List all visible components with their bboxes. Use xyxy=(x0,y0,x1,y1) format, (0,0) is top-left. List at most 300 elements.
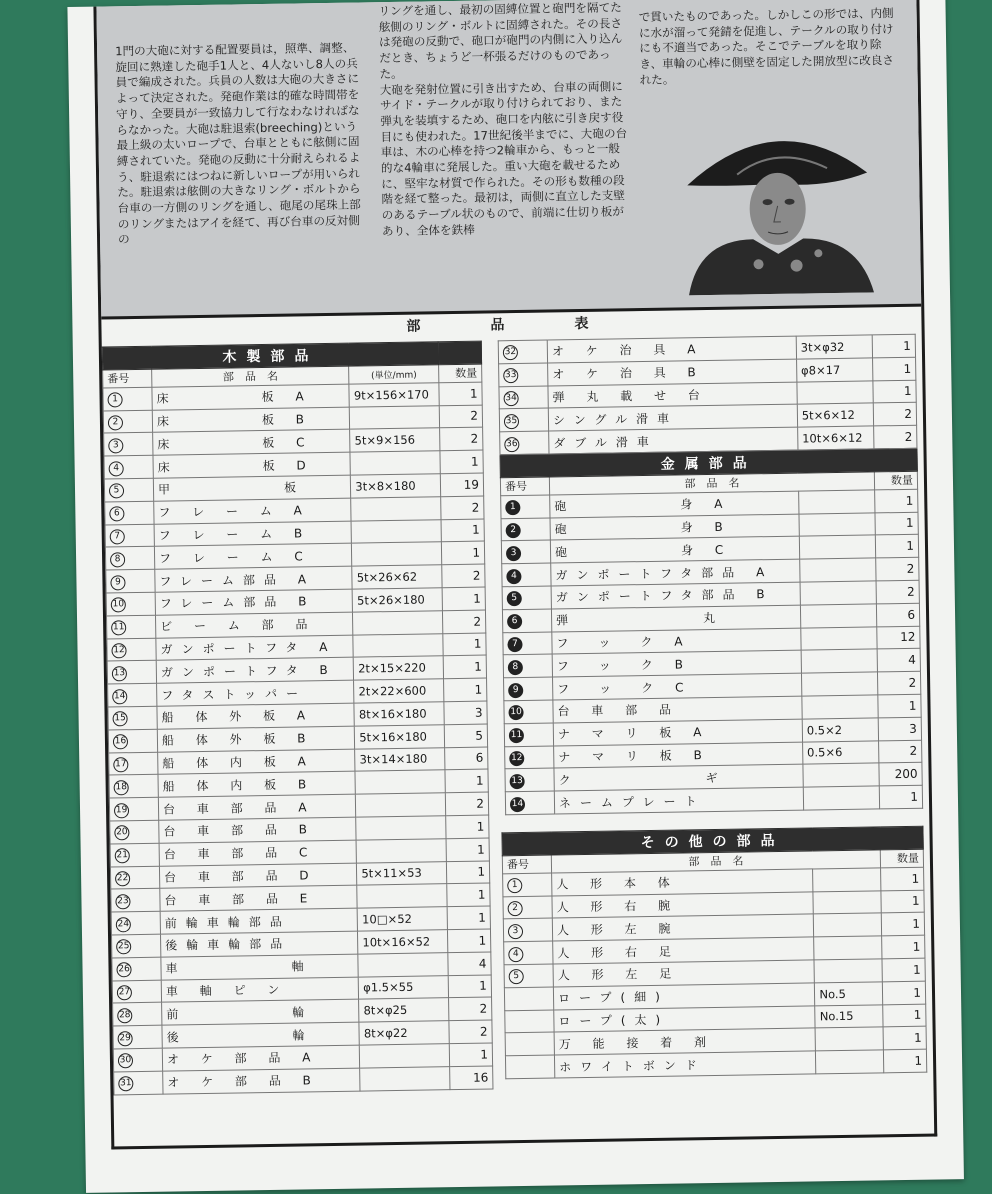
part-quantity: 1 xyxy=(881,867,924,890)
part-spec xyxy=(350,451,440,475)
part-quantity: 1 xyxy=(446,815,489,838)
part-number xyxy=(501,495,550,519)
part-spec xyxy=(353,633,443,657)
part-number-badge: 3 xyxy=(508,924,523,939)
part-number xyxy=(502,586,551,610)
part-number-badge: 6 xyxy=(507,614,522,629)
part-number xyxy=(103,410,152,434)
other-heading: その他の部品 xyxy=(502,826,923,855)
part-name: フ ッ ク A xyxy=(552,628,801,655)
part-number-badge: 10 xyxy=(111,598,126,613)
part-name: 人 形 左 腕 xyxy=(552,914,814,941)
part-spec: 8t×φ25 xyxy=(359,998,449,1022)
part-spec: 10t×16×52 xyxy=(358,930,448,954)
wood-heading-spacer xyxy=(438,341,481,364)
part-name: フ レ ー ム C xyxy=(154,544,352,570)
part-number xyxy=(504,723,553,747)
part-number xyxy=(501,540,550,564)
part-quantity: 1 xyxy=(443,633,486,656)
part-spec: 9t×156×170 xyxy=(349,383,439,407)
part-number-badge: 4 xyxy=(109,461,124,476)
part-number xyxy=(503,632,552,656)
part-name: 人 形 右 足 xyxy=(553,937,815,964)
part-number xyxy=(106,592,155,616)
wood-parts-table xyxy=(102,341,494,1095)
other-col-name-header: 部 品 名 xyxy=(551,850,880,873)
parts-list-title: 部 品 表 xyxy=(406,315,617,335)
part-name: フ ッ ク C xyxy=(553,673,802,700)
part-name: 砲 身 A xyxy=(550,491,799,518)
part-number xyxy=(504,987,553,1011)
part-number xyxy=(104,433,153,457)
part-number xyxy=(505,1055,554,1079)
part-quantity: 1 xyxy=(881,890,924,913)
part-name: ナ マ リ 板 B xyxy=(554,742,803,769)
part-quantity: 2 xyxy=(874,425,917,448)
part-number xyxy=(113,1002,162,1026)
part-number xyxy=(502,563,551,587)
part-number-badge: 11 xyxy=(509,728,524,743)
part-number xyxy=(503,873,552,897)
part-spec xyxy=(797,381,873,405)
part-quantity: 1 xyxy=(882,981,925,1004)
part-name: ガンポートフタ B xyxy=(156,657,354,683)
part-spec xyxy=(360,1066,450,1090)
instruction-sheet xyxy=(67,0,964,1193)
part-number xyxy=(106,615,155,639)
part-quantity: 4 xyxy=(448,952,491,975)
part-number-badge: 7 xyxy=(110,529,125,544)
part-name: フレーム部品 A xyxy=(155,566,353,592)
part-name: 弾 丸 載 せ 台 xyxy=(548,382,797,409)
part-number-badge: 10 xyxy=(508,705,523,720)
part-quantity: 1 xyxy=(882,958,925,981)
part-number xyxy=(111,889,160,913)
part-number-badge: 2 xyxy=(506,523,521,538)
part-spec xyxy=(352,542,442,566)
part-spec: 5t×9×156 xyxy=(350,428,440,452)
part-spec xyxy=(802,695,878,719)
part-quantity: 6 xyxy=(445,747,488,770)
part-quantity: 2 xyxy=(879,740,922,763)
part-spec xyxy=(355,770,445,794)
part-number-badge: 22 xyxy=(115,871,130,886)
part-name: オ ケ 部 品 A xyxy=(162,1045,360,1071)
part-quantity: 1 xyxy=(881,913,924,936)
intro-column-1 xyxy=(115,40,368,248)
part-spec: 10□×52 xyxy=(357,907,447,931)
part-quantity: 1 xyxy=(447,929,490,952)
part-number-badge: 14 xyxy=(510,796,525,811)
part-number-badge: 23 xyxy=(115,894,130,909)
col-unit-header: (単位/mm) xyxy=(349,365,439,384)
part-number xyxy=(504,964,553,988)
part-name: ク ギ xyxy=(554,764,803,791)
part-number-badge: 5 xyxy=(507,591,522,606)
part-quantity: 1 xyxy=(882,935,925,958)
part-spec xyxy=(356,816,446,840)
part-quantity: 1 xyxy=(442,587,485,610)
part-number-badge: 18 xyxy=(114,780,129,795)
part-number xyxy=(499,363,548,387)
part-spec xyxy=(801,672,877,696)
part-name: ナ マ リ 板 A xyxy=(553,719,802,746)
part-name: 甲 板 xyxy=(153,475,351,501)
part-spec: 0.5×2 xyxy=(802,718,878,742)
part-spec: 3t×8×180 xyxy=(351,474,441,498)
part-quantity: 1 xyxy=(875,489,918,512)
part-number-badge: 1 xyxy=(107,392,122,407)
part-name: 車 軸 ピ ン xyxy=(161,977,359,1003)
part-number-badge: 26 xyxy=(116,962,131,977)
part-quantity: 1 xyxy=(878,694,921,717)
part-number xyxy=(503,654,552,678)
part-quantity: 3 xyxy=(878,717,921,740)
part-name: フレーム部品 B xyxy=(155,589,353,615)
part-number xyxy=(108,706,157,730)
part-number-badge: 12 xyxy=(111,643,126,658)
part-number xyxy=(502,609,551,633)
part-spec: 3t×φ32 xyxy=(796,335,872,359)
part-spec xyxy=(801,626,877,650)
part-number xyxy=(112,957,161,981)
metal-rows xyxy=(501,489,923,815)
col-qty-header: 数量 xyxy=(439,364,482,383)
part-spec xyxy=(813,868,881,892)
part-number-badge: 1 xyxy=(507,878,522,893)
part-number xyxy=(103,387,152,411)
part-name: フ ッ ク B xyxy=(552,650,801,677)
part-quantity: 1 xyxy=(883,1027,926,1050)
part-name: ガンポートフタ部品 A xyxy=(551,559,800,586)
part-number xyxy=(499,408,548,432)
part-quantity: 1 xyxy=(446,838,489,861)
part-number-badge: 30 xyxy=(118,1053,133,1068)
part-quantity: 1 xyxy=(445,769,488,792)
part-name: 船 体 内 板 A xyxy=(158,749,356,775)
part-name: 後輪車輪部品 xyxy=(160,931,358,957)
part-number xyxy=(110,843,159,867)
part-number-badge: 13 xyxy=(510,774,525,789)
part-name: オ ケ 治 具 B xyxy=(548,359,797,386)
part-spec xyxy=(803,786,879,810)
part-number-badge: 3 xyxy=(108,438,123,453)
part-spec xyxy=(798,490,874,514)
part-number xyxy=(105,547,154,571)
part-spec xyxy=(814,936,882,960)
wood-cont-rows xyxy=(498,334,917,455)
part-number xyxy=(112,980,161,1004)
metal-heading: 金属部品 xyxy=(500,448,917,477)
part-number-badge: 32 xyxy=(503,345,518,360)
metal-col-name-header: 部 品 名 xyxy=(549,472,874,495)
part-quantity: 2 xyxy=(441,496,484,519)
part-number-badge: 31 xyxy=(118,1076,133,1091)
part-name: 船 体 外 板 A xyxy=(157,703,355,729)
part-quantity: 200 xyxy=(879,763,922,786)
intro-text-2: リングを通し、最初の固縛位置と砲門を隔てた舷側のリング・ボルトに固縛された。その長さは発砲の反動で、砲口が砲門の内側に入り込んだとき、ちょうど一杯張るだけのものであった。 大砲を発射位置に引き出すため、台車の両側にサイド・テークルが取り付けられており、また弾丸を装填するため、砲口を内舷に引き戻す役目にも使われた。17世紀後半までに、大砲の台車は、木の心棒を持つ2輪車から、もっと一般的な4輪車に発展した。重い大砲を載せるために、堅牢な材質で作られた。その形も数種の段階を経て整った。最初は，両側に直立した支壁のあるテーブル状のもので、前端に仕切り板があり、全体を鉄棒 xyxy=(378,0,628,238)
part-quantity: 1 xyxy=(873,357,916,380)
part-quantity: 2 xyxy=(442,610,485,633)
part-quantity: 1 xyxy=(441,541,484,564)
part-name: ロープ(細) xyxy=(553,983,815,1010)
part-number xyxy=(114,1071,163,1095)
part-spec xyxy=(800,558,876,582)
part-name: シングル滑車 xyxy=(548,405,797,432)
part-number-badge: 2 xyxy=(108,415,123,430)
part-number-badge: 1 xyxy=(505,500,520,515)
part-quantity: 19 xyxy=(440,473,483,496)
part-number xyxy=(504,677,553,701)
part-number xyxy=(505,1032,554,1056)
part-spec xyxy=(799,535,875,559)
part-number xyxy=(111,911,160,935)
part-name: ガンポートフタ A xyxy=(156,635,354,661)
part-quantity: 12 xyxy=(877,626,920,649)
part-quantity: 1 xyxy=(447,883,490,906)
part-spec: 5t×11×53 xyxy=(357,861,447,885)
part-quantity: 1 xyxy=(875,535,918,558)
part-number-badge: 16 xyxy=(113,734,128,749)
intro-text-1: 1門の大砲に対する配置要員は，照準、調整、旋回に熟達した砲手1人と、4人ないし8人の兵員で編成された。兵員の人数は大砲の大きさによって決定された。発砲作業は的確な時間帯を守り、全要員が一致協力して行なわなければならなかった。大砲は駐退索(breeching)という最上級の太いロープで、台車とともに舷側に固縛されていた。発砲の反動に十分耐えられるよう、駐退索にはつねに新しいロープが用いられた。駐退索は舷側の大きなリング・ボルトから台車の一方側のリングを通し、砲尾の尾珠上部のリングまたはアイを経て、再び台車の反対側の xyxy=(115,40,361,247)
part-quantity: 4 xyxy=(877,649,920,672)
part-quantity: 2 xyxy=(449,1020,492,1043)
part-number xyxy=(110,820,159,844)
part-quantity: 2 xyxy=(877,671,920,694)
part-name: 後 輪 xyxy=(162,1022,360,1048)
part-spec: φ1.5×55 xyxy=(359,975,449,999)
part-number-badge: 25 xyxy=(116,939,131,954)
intro-column-2 xyxy=(378,0,632,239)
part-number xyxy=(112,934,161,958)
part-name: 台 車 部 品 E xyxy=(160,885,358,911)
part-number-badge: 24 xyxy=(116,917,131,932)
part-number xyxy=(503,896,552,920)
part-spec xyxy=(357,884,447,908)
part-name: 台 車 部 品 A xyxy=(158,794,356,820)
part-number-badge: 8 xyxy=(110,552,125,567)
part-number xyxy=(504,700,553,724)
part-number xyxy=(505,746,554,770)
part-name: オ ケ 部 品 B xyxy=(163,1068,361,1094)
part-name: ダブル滑車 xyxy=(549,427,798,454)
part-number-badge: 15 xyxy=(113,712,128,727)
part-spec xyxy=(799,512,875,536)
part-number xyxy=(106,569,155,593)
wood-parts-table-continued xyxy=(498,334,923,815)
part-number-badge: 8 xyxy=(508,660,523,675)
part-name: 人 形 左 足 xyxy=(553,960,815,987)
part-name: 台 車 部 品 C xyxy=(159,840,357,866)
wood-heading: 木製部品 xyxy=(102,342,438,370)
part-name: オ ケ 治 具 A xyxy=(547,336,796,363)
part-number xyxy=(104,478,153,502)
part-spec: 5t×16×180 xyxy=(355,724,445,748)
part-number-badge: 19 xyxy=(114,803,129,818)
part-spec: 8t×16×180 xyxy=(354,702,444,726)
intro-text-3: で貫いたものであった。しかしこの形では、内側に水が溜って発錆を促進し、テークルの取り付けにも不適当であった。そこでテーブルを取り除き、車輪の心棒に側壁を固定した開放型に改良された。 xyxy=(638,6,895,87)
part-quantity: 1 xyxy=(879,785,922,808)
part-spec: 0.5×6 xyxy=(802,740,878,764)
part-spec: 2t×22×600 xyxy=(354,679,444,703)
part-number-badge: 12 xyxy=(509,751,524,766)
part-name: 砲 身 C xyxy=(550,536,799,563)
part-number-badge: 9 xyxy=(508,683,523,698)
part-spec xyxy=(353,610,443,634)
part-name: 前輪車輪部品 xyxy=(160,908,358,934)
part-quantity: 6 xyxy=(876,603,919,626)
part-row xyxy=(114,1066,493,1095)
part-number-badge: 17 xyxy=(113,757,128,772)
part-number xyxy=(113,1025,162,1049)
part-number xyxy=(105,501,154,525)
part-name: 台 車 部 品 B xyxy=(159,817,357,843)
part-spec xyxy=(813,890,881,914)
part-quantity: 3 xyxy=(444,701,487,724)
part-quantity: 1 xyxy=(440,450,483,473)
part-name: 車 軸 xyxy=(161,954,359,980)
part-name: ロープ(太) xyxy=(554,1005,816,1032)
part-spec xyxy=(356,793,446,817)
part-number-badge: 21 xyxy=(115,848,130,863)
part-quantity: 1 xyxy=(447,906,490,929)
part-name: 台 車 部 品 xyxy=(553,696,802,723)
part-name: ビ ー ム 部 品 xyxy=(155,612,353,638)
part-name: ネームプレート xyxy=(554,787,803,814)
part-number-badge: 3 xyxy=(506,546,521,561)
part-name: 船 体 外 板 B xyxy=(157,726,355,752)
intro-column-3 xyxy=(639,6,900,89)
part-quantity: 1 xyxy=(883,1049,926,1072)
col-number-header: 番号 xyxy=(103,369,152,388)
part-number xyxy=(107,661,156,685)
part-number xyxy=(110,866,159,890)
admiral-portrait-image xyxy=(676,112,879,295)
part-spec: No.15 xyxy=(815,1004,883,1028)
sheet-frame xyxy=(93,0,937,1149)
part-spec: 8t×φ22 xyxy=(359,1021,449,1045)
part-name: 弾 丸 xyxy=(551,605,800,632)
metal-col-qty-header: 数量 xyxy=(874,471,917,490)
part-number xyxy=(104,455,153,479)
part-spec xyxy=(800,581,876,605)
part-quantity: 1 xyxy=(875,512,918,535)
part-spec xyxy=(816,1050,884,1074)
part-number-badge: 29 xyxy=(118,1031,133,1046)
part-number-badge: 36 xyxy=(504,437,519,452)
part-spec: 3t×14×180 xyxy=(355,747,445,771)
part-quantity: 1 xyxy=(449,1043,492,1066)
part-name: 砲 身 B xyxy=(550,514,799,541)
part-number xyxy=(501,518,550,542)
part-quantity: 2 xyxy=(440,427,483,450)
part-name: 台 車 部 品 D xyxy=(159,863,357,889)
part-quantity: 1 xyxy=(883,1004,926,1027)
other-rows xyxy=(503,867,927,1079)
part-number xyxy=(499,386,548,410)
part-quantity: 1 xyxy=(444,678,487,701)
part-quantity: 5 xyxy=(444,724,487,747)
part-number xyxy=(500,431,549,455)
part-spec xyxy=(356,838,446,862)
part-spec xyxy=(801,649,877,673)
part-quantity: 1 xyxy=(873,380,916,403)
part-name: フタストッパー xyxy=(157,680,355,706)
part-quantity: 1 xyxy=(872,334,915,357)
part-name: 床 板 C xyxy=(153,430,351,456)
part-number-badge: 35 xyxy=(504,414,519,429)
part-number xyxy=(107,638,156,662)
part-name: 床 板 A xyxy=(152,384,350,410)
part-name: 人 形 右 腕 xyxy=(552,892,814,919)
part-spec xyxy=(800,604,876,628)
part-number xyxy=(108,729,157,753)
part-spec: 5t×26×180 xyxy=(352,588,442,612)
part-spec xyxy=(351,519,441,543)
part-number-badge: 33 xyxy=(503,368,518,383)
part-quantity: 1 xyxy=(446,861,489,884)
part-quantity: 1 xyxy=(441,519,484,542)
part-number-badge: 9 xyxy=(110,575,125,590)
part-number-badge: 4 xyxy=(508,947,523,962)
part-number-badge: 34 xyxy=(504,391,519,406)
metal-col-number-header: 番号 xyxy=(500,477,549,496)
other-parts-table xyxy=(501,826,927,1080)
part-number-badge: 13 xyxy=(112,666,127,681)
part-number-badge: 28 xyxy=(117,1008,132,1023)
part-quantity: 2 xyxy=(449,997,492,1020)
part-name: 床 板 B xyxy=(152,407,350,433)
part-number xyxy=(504,941,553,965)
part-quantity: 1 xyxy=(443,655,486,678)
part-quantity: 1 xyxy=(448,975,491,998)
part-name: 前 輪 xyxy=(162,999,360,1025)
part-spec xyxy=(814,913,882,937)
part-quantity: 1 xyxy=(439,382,482,405)
part-quantity: 2 xyxy=(439,405,482,428)
part-name: ガンポートフタ部品 B xyxy=(551,582,800,609)
part-number xyxy=(498,340,547,364)
part-name: フ レ ー ム A xyxy=(154,498,352,524)
part-quantity: 2 xyxy=(445,792,488,815)
part-number xyxy=(503,918,552,942)
part-number-badge: 11 xyxy=(111,620,126,635)
part-spec: 10t×6×12 xyxy=(797,426,873,450)
intro-panel xyxy=(96,0,921,320)
part-number-badge: 14 xyxy=(112,689,127,704)
part-quantity: 16 xyxy=(450,1066,493,1089)
part-number xyxy=(113,1048,162,1072)
part-quantity: 2 xyxy=(442,564,485,587)
part-spec xyxy=(803,763,879,787)
part-number-badge: 6 xyxy=(109,506,124,521)
part-quantity: 2 xyxy=(873,403,916,426)
part-number xyxy=(505,791,554,815)
part-spec: No.5 xyxy=(815,982,883,1006)
part-spec: 2t×15×220 xyxy=(354,656,444,680)
part-spec xyxy=(358,952,448,976)
part-number-badge: 2 xyxy=(508,901,523,916)
part-spec xyxy=(360,1044,450,1068)
part-name: 船 体 内 板 B xyxy=(158,771,356,797)
part-name: 床 板 D xyxy=(153,452,351,478)
part-name: フ レ ー ム B xyxy=(154,521,352,547)
wood-rows xyxy=(103,382,493,1095)
part-number-badge: 5 xyxy=(509,969,524,984)
other-col-qty-header: 数量 xyxy=(880,849,923,868)
part-number xyxy=(505,768,554,792)
part-number xyxy=(109,775,158,799)
